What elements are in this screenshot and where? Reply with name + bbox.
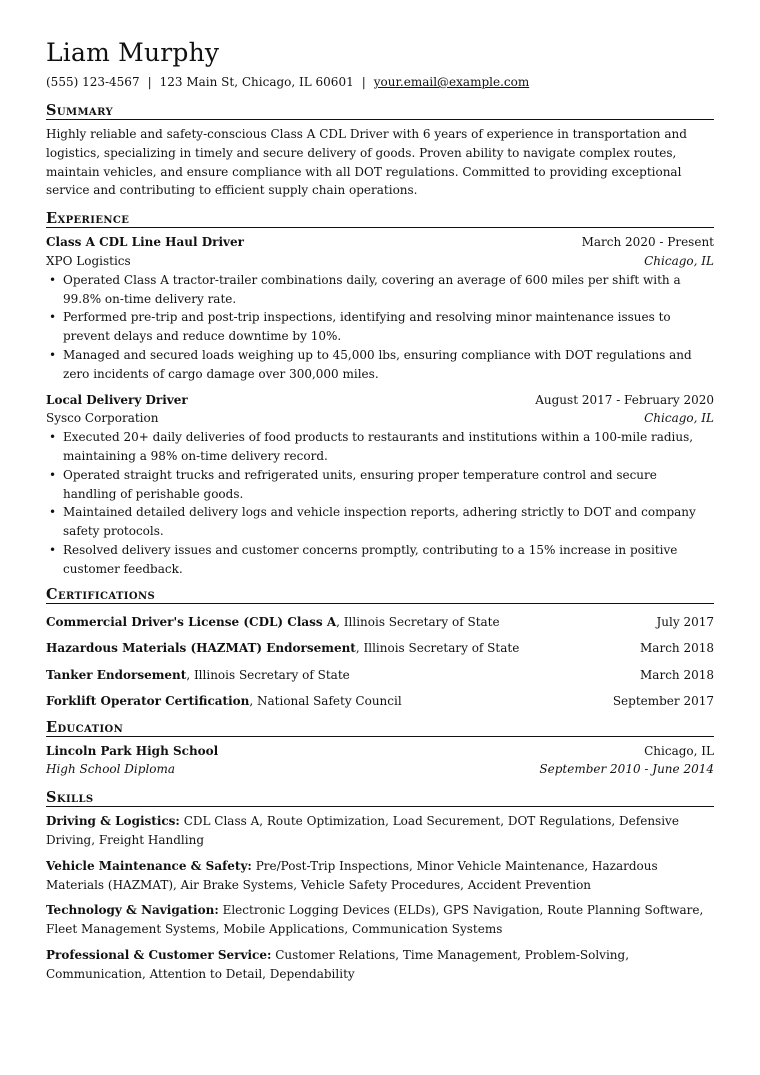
skill-group xyxy=(46,812,714,850)
education-header xyxy=(46,742,714,761)
summary-section xyxy=(46,102,714,200)
job-entry xyxy=(46,391,714,579)
section-title-skills: Skills xyxy=(46,789,714,807)
certification-row xyxy=(46,688,714,715)
experience-section xyxy=(46,210,714,578)
bullet-item: • Maintained detailed delivery logs and vehicle inspection reports, adhering strictly to DOT and company safety protocols. xyxy=(46,503,714,541)
job-bullets xyxy=(46,271,714,384)
contact-line xyxy=(46,74,714,90)
certification-name: Tanker Endorsement xyxy=(46,667,187,682)
certification-date: March 2018 xyxy=(640,667,714,682)
school-name: Lincoln Park High School xyxy=(46,743,219,758)
skill-group-text: Customer Relations, Time Management, Problem-Solving, Communication, Attention to Detail, Dependability xyxy=(46,947,630,981)
phone-number: (555) 123-4567 xyxy=(46,75,140,89)
certification-row xyxy=(46,609,714,636)
contact-separator: | xyxy=(361,75,366,89)
degree: High School Diploma xyxy=(46,762,176,777)
section-title-summary: Summary xyxy=(46,102,714,120)
skill-group-label: Vehicle Maintenance & Safety: xyxy=(46,858,252,873)
job-header xyxy=(46,391,714,410)
skill-group-text: CDL Class A, Route Optimization, Load Securement, DOT Regulations, Defensive Driving, Freight Handling xyxy=(46,814,679,847)
section-title-experience: Experience xyxy=(46,210,714,228)
skill-group-label: Driving & Logistics: xyxy=(46,814,180,829)
certification-issuer: , Illinois Secretary of State xyxy=(186,667,350,682)
job-subheader xyxy=(46,409,714,428)
job-location: Chicago, IL xyxy=(644,253,714,268)
certification-date: July 2017 xyxy=(656,614,714,629)
certification-row xyxy=(46,662,714,689)
certification-date: March 2018 xyxy=(640,641,714,656)
bullet-item: • Executed 20+ daily deliveries of food products to restaurants and institutions within a 100-mile radius, maintaining a 98% on-time delivery record. xyxy=(46,428,714,466)
certification-issuer: , Illinois Secretary of State xyxy=(336,614,500,629)
job-subheader xyxy=(46,252,714,271)
education-subheader xyxy=(46,760,714,779)
job-header xyxy=(46,233,714,252)
certification-issuer: , National Safety Council xyxy=(249,694,402,709)
skill-group xyxy=(46,901,714,939)
certifications-section xyxy=(46,586,714,715)
certification-name: Forklift Operator Certification xyxy=(46,694,250,709)
candidate-name: Liam Murphy xyxy=(46,38,220,67)
job-bullets xyxy=(46,428,714,578)
skill-group xyxy=(46,857,714,895)
skill-group xyxy=(46,946,714,984)
bullet-item: • Managed and secured loads weighing up to 45,000 lbs, ensuring compliance with DOT regulations and zero incidents of cargo damage over 300,000 miles. xyxy=(46,346,714,384)
job-dates: August 2017 - February 2020 xyxy=(535,392,714,407)
skill-group-label: Professional & Customer Service: xyxy=(46,947,272,962)
contact-separator: | xyxy=(147,75,152,89)
education-entry xyxy=(46,742,714,780)
certification-name: Hazardous Materials (HAZMAT) Endorsement xyxy=(46,641,356,656)
job-entry xyxy=(46,233,714,383)
skill-group-text: Pre/Post-Trip Inspections, Minor Vehicle Maintenance, Hazardous Materials (HAZMAT), Air Brake Systems, Vehicle Safety Procedures, Accident Prevention xyxy=(46,858,658,892)
school-location: Chicago, IL xyxy=(644,743,714,758)
job-title: Class A CDL Line Haul Driver xyxy=(46,235,244,250)
bullet-item: • Performed pre-trip and post-trip inspections, identifying and resolving minor maintenance issues to prevent delays and reduce downtime by 10%. xyxy=(46,308,714,346)
certification-name: Commercial Driver's License (CDL) Class A xyxy=(46,614,337,629)
section-title-education: Education xyxy=(46,719,714,737)
certification-date: September 2017 xyxy=(612,694,714,709)
certification-row xyxy=(46,635,714,662)
skill-group-text: Electronic Logging Devices (ELDs), GPS Navigation, Route Planning Software, Fleet Management Systems, Mobile Applications, Communication Systems xyxy=(46,903,704,937)
bullet-item: • Operated Class A tractor-trailer combinations daily, covering an average of 600 miles per shift with a 99.8% on-time delivery rate. xyxy=(46,271,714,309)
job-company: Sysco Corporation xyxy=(46,411,159,426)
certification-list xyxy=(46,609,714,715)
email-link[interactable]: your.email@example.com xyxy=(373,75,530,89)
job-company: XPO Logistics xyxy=(46,253,131,268)
job-title: Local Delivery Driver xyxy=(46,392,188,407)
address: 123 Main St, Chicago, IL 60601 xyxy=(159,75,354,89)
job-dates: March 2020 - Present xyxy=(581,235,714,250)
certification-issuer: , Illinois Secretary of State xyxy=(355,641,520,656)
education-dates: September 2010 - June 2014 xyxy=(539,762,714,777)
bullet-item: • Resolved delivery issues and customer concerns promptly, contributing to a 15% increase in positive customer feedback. xyxy=(46,541,714,579)
bullet-item: • Operated straight trucks and refrigerated units, ensuring proper temperature control and secure handling of perishable goods. xyxy=(46,466,714,504)
section-title-certifications: Certifications xyxy=(46,586,714,604)
job-location: Chicago, IL xyxy=(644,411,714,426)
skill-group-label: Technology & Navigation: xyxy=(46,903,219,918)
skills-section xyxy=(46,789,714,983)
summary-text: Highly reliable and safety-conscious Class A CDL Driver with 6 years of experience in transportation and logistics, specializing in timely and secure delivery of goods. Proven ability to navigate complex routes, maintain vehicles, and ensure compliance with all DOT regulations. Committed to providing exceptional service and contributing to efficient supply chain operations. xyxy=(46,127,687,198)
education-section xyxy=(46,719,714,780)
